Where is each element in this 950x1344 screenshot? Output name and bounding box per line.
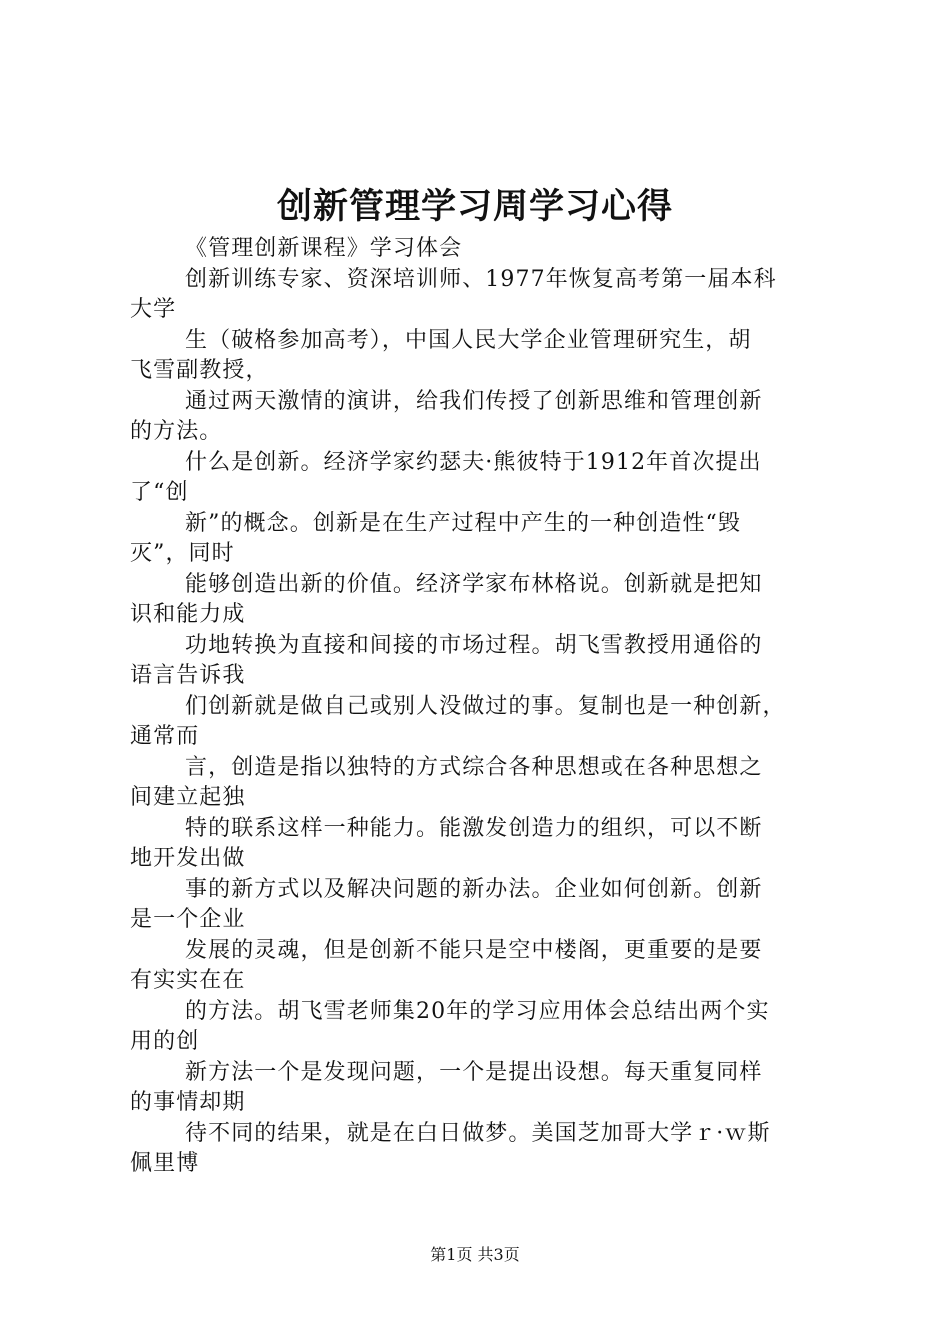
- text-line: 用的创: [130, 1029, 200, 1054]
- text-line: 佩里博: [130, 1151, 200, 1176]
- text-line: 事的新方式以及解决问题的新办法。企业如何创新。创新: [185, 876, 763, 902]
- text-line: 《管理创新课程》学习体会: [185, 236, 463, 261]
- text-line: 了“创: [130, 480, 189, 505]
- text-line: 言，创造是指以独特的方式综合各种思想或在各种思想之: [185, 754, 763, 780]
- page-footer: 第1页 共3页: [430, 1245, 520, 1264]
- text-line: 大学: [130, 297, 177, 322]
- text-line: 发展的灵魂，但是创新不能只是空中楼阁，更重要的是要: [185, 937, 763, 963]
- text-line: 有实实在在: [130, 968, 246, 993]
- text-line: 创新训练专家、资深培训师、1977年恢复高考第一届本科: [185, 266, 777, 292]
- document-title: 创新管理学习周学习心得: [276, 186, 673, 227]
- text-line: 识和能力成: [130, 602, 246, 627]
- text-line: 语言告诉我: [130, 663, 246, 688]
- text-line: 的方法。胡飞雪老师集20年的学习应用体会总结出两个实: [185, 998, 770, 1024]
- text-line: 的方法。: [130, 419, 223, 444]
- text-line: 新方法一个是发现问题，一个是提出设想。每天重复同样: [185, 1059, 763, 1085]
- text-line: 功地转换为直接和间接的市场过程。胡飞雪教授用通俗的: [185, 632, 763, 658]
- text-line: 通常而: [130, 724, 200, 749]
- text-line: 生（破格参加高考），中国人民大学企业管理研究生，胡: [185, 327, 752, 353]
- text-line: 新”的概念。创新是在生产过程中产生的一种创造性“毁: [185, 510, 741, 536]
- text-line: 通过两天激情的演讲，给我们传授了创新思维和管理创新: [185, 388, 763, 414]
- text-line: 飞雪副教授，: [130, 358, 269, 383]
- text-line: 特的联系这样一种能力。能激发创造力的组织，可以不断: [185, 815, 763, 841]
- text-line: 什么是创新。经济学家约瑟夫·熊彼特于1912年首次提出: [185, 449, 762, 475]
- text-line: 地开发出做: [130, 846, 246, 871]
- text-line: 是一个企业: [130, 907, 246, 932]
- text-line: 灭”，同时: [130, 541, 235, 566]
- text-line: 们创新就是做自己或别人没做过的事。复制也是一种创新，: [185, 693, 786, 719]
- document-body: [130, 234, 840, 1180]
- text-line: 间建立起独: [130, 785, 246, 810]
- text-line: 的事情却期: [130, 1090, 246, 1115]
- text-line: 能够创造出新的价值。经济学家布林格说。创新就是把知: [185, 571, 763, 597]
- text-line: 待不同的结果，就是在白日做梦。美国芝加哥大学ｒ·ｗ斯: [185, 1120, 771, 1146]
